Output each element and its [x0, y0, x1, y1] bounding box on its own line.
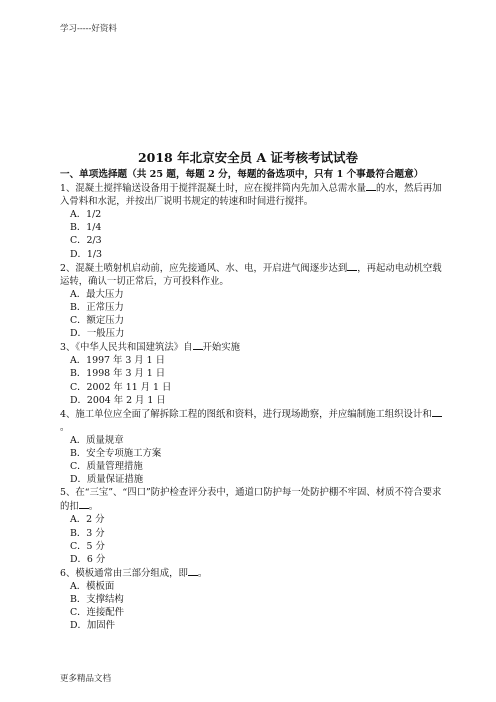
option: A．1/2	[70, 209, 102, 221]
option: C．5 分	[70, 540, 105, 552]
option: B．安全专项施工方案	[70, 447, 162, 459]
option: B．1998 年 3 月 1 日	[70, 368, 166, 380]
question-stem: 3、《中华人民共和国建筑法》自 开始实施	[60, 342, 241, 354]
question-stem: 6、模板通常由三部分组成，即 。	[60, 567, 208, 579]
question-4	[60, 407, 450, 487]
option: A．1997 年 3 月 1 日	[70, 355, 165, 367]
option: B．正常压力	[70, 301, 124, 313]
document-title: 2018 年北京安全员 A 证考核考试试卷	[137, 150, 359, 165]
option: D．6 分	[70, 553, 106, 565]
option: B．支撑结构	[70, 594, 124, 605]
question-stem: 4、施工单位应全面了解拆除工程的图纸和资料，进行现场勘察，并应编制施工组织设计和。	[60, 407, 450, 434]
option: D．一般压力	[70, 328, 125, 340]
question-2	[60, 261, 450, 341]
answer-blank	[432, 407, 442, 417]
question-3	[60, 340, 450, 406]
option: C．额定压力	[70, 315, 125, 327]
section-heading: 一、单项选择题（共 25 题，每题 2 分，每题的备选项中，只有 1 个事最符合题意）	[60, 169, 424, 180]
option: D．1/3	[70, 248, 102, 260]
answer-blank	[347, 261, 357, 271]
option: A．模板面	[70, 580, 115, 592]
page-footer-note: 更多精品文档	[60, 674, 112, 684]
option: C．2/3	[70, 235, 102, 247]
option: A．2 分	[70, 514, 105, 526]
option: C．连接配件	[70, 607, 125, 619]
question-stem: 2、混凝土喷射机启动前，应先接通风、水、电，开启进气阀逐步达到 ，再起动电动机空载运转，确认一切正常后，方可投料作业。	[60, 262, 442, 287]
question-1	[60, 181, 450, 261]
option: D．2004 年 2 月 1 日	[70, 394, 166, 406]
page-header-note: 学习-----好资料	[60, 24, 117, 34]
option: B．1/4	[70, 222, 102, 234]
question-5	[60, 486, 450, 566]
exam-content	[60, 168, 450, 632]
option: B．3 分	[70, 527, 105, 539]
answer-blank	[79, 499, 89, 509]
option: D．质量保证措施	[70, 474, 144, 486]
answer-blank	[366, 181, 376, 191]
option: D．加固件	[70, 620, 116, 632]
option: A．最大压力	[70, 288, 124, 300]
question-stem: 5、在“三宝”、“四口”防护检查评分表中，通道口防护每一处防护棚不牢固、材质不符合要求的扣 。	[60, 487, 442, 513]
option: A．质量规章	[70, 434, 124, 446]
answer-blank	[188, 566, 198, 576]
answer-blank	[193, 340, 203, 350]
question-6	[60, 566, 450, 632]
option: C．质量管理措施	[70, 461, 143, 473]
option: C．2002 年 11 月 1 日	[70, 381, 172, 393]
question-stem: 1、混凝土搅拌输送设备用于搅拌混凝土时，应在搅拌筒内先加入总需水量 的水，然后再加入骨料和水泥，并按出厂说明书规定的转速和时间进行搅拌。	[60, 183, 442, 208]
